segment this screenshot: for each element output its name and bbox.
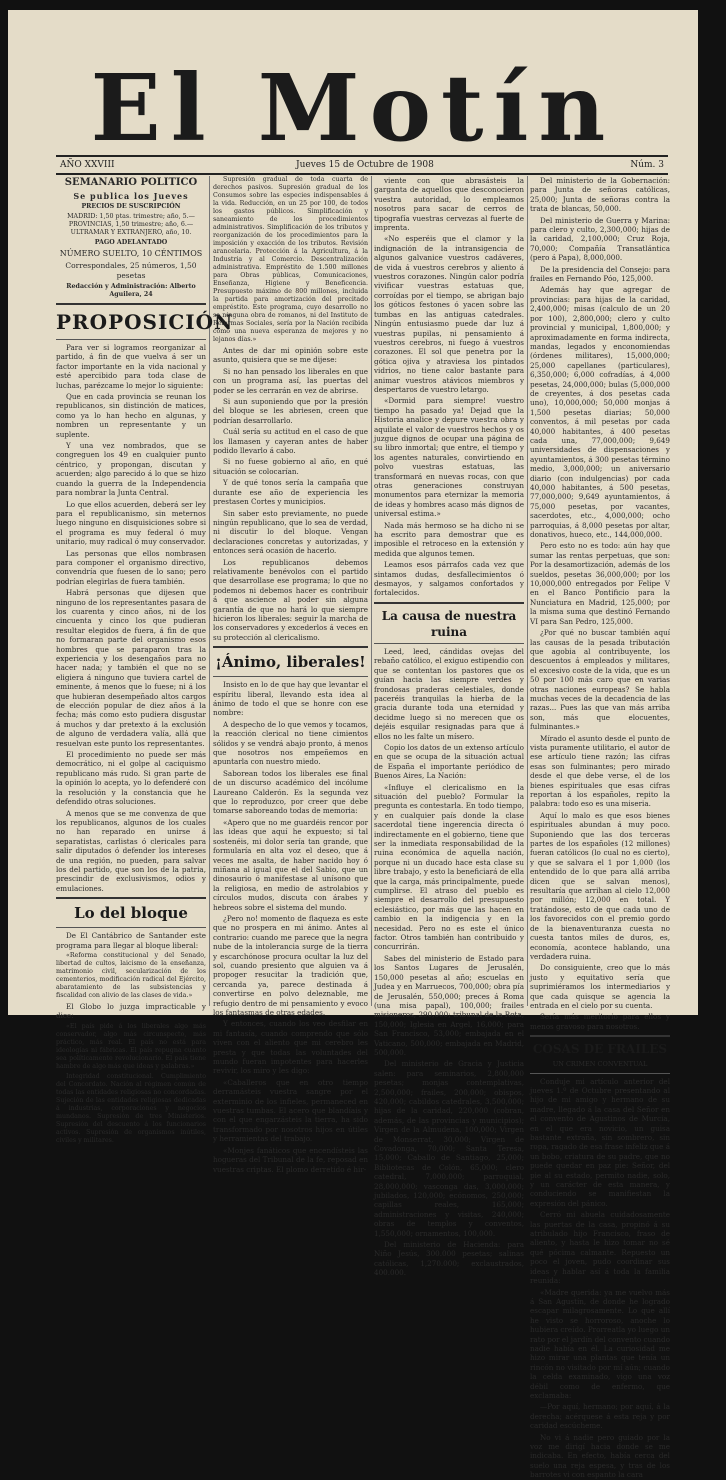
paragraph: El procedimiento no puede ser más democrático, ni el golpe al caciquismo republicano más rudo. Si gran parte de la opinión lo acepta, yo lo defenderé con la resolución y la constancia que he defendido otras soluciones.: [56, 750, 206, 807]
paragraph: Y una vez nombrados, que se congreguen los 49 en cualquier punto céntrico, y propongan, discutan y acuerden; algo parecido á lo que se hizo cuando la guerra de la Independencia para nombrar la Junta Central.: [56, 441, 206, 498]
paragraph: Habrá personas que dijesen que ninguno de los representantes pasara de los cuarenta y cinco años, ni de los cincuenta y cinco los que pudieran resultar elegidos de fuera, á fin de que no formaran parte del organismo esos hombres que se paraparon tras la experiencia y los desengaños para no hacer nada; y también el que no se eligiera á ninguno que tuviera cartel de eminente, á menos que lo fuese; ni á los que hubieran desempeñado altos cargos de elección popular de diez años á la fecha; más como esto pudiera disgustar á muchos y dar pretexto á la exclusión de alguno de verdadera valía, allá que resuelvan este punto los representantes.: [56, 588, 206, 748]
paragraph: Sin saber esto previamente, no puede ningún republicano, que lo sea de verdad, ni discutir lo del bloque. Vengan declaraciones concretas y autorizadas, y entonces será ocasión de hacerlo.: [213, 508, 368, 556]
issue-number: Núm. 3: [630, 160, 664, 170]
paragraph: Leamos esos párrafos cada vez que sintamos dudas, desfallecimientos ó desmayos, y salgamos confortados y fortalecidos.: [374, 560, 524, 598]
paragraph: El Globo lo juzga impracticable y dice:: [56, 1001, 206, 1021]
paragraph: ¿Por qué no buscar también aquí las causas de la pesada tributación que agobia al contribuyente, los descuentos á empleados y militares, el excesivo coste de la vida, que es un 50 por 100 más caro que en varias otras naciones europeas? Se habla muchas veces de la decadencia de las razas... Pues las que van más arriba son, más que elocuentes, fulminantes.»: [530, 628, 670, 732]
paragraph: Copio los datos de un extenso artículo en que se ocupa de la situación actual de España el importante periódico de Buenos Aires, La Nación:: [374, 742, 524, 781]
masthead-rule-top: [56, 155, 668, 157]
quote-paragraph: «El país pide á los liberales algo más conservador, algo más circunspecto, más práctico, más real. El país no está para ideologías ni fábricas. El país repugna cuanto sea políticamente revolucionario. El país tiene hambre de algo más que ideas y palabras.»: [56, 1022, 206, 1070]
article-heading-frailes: COSAS DE FRAILES: [532, 1042, 668, 1057]
paragraph: Cerró mi abuela cuidadosamente las puertas de la casa, propinó á su atribulado hijo Francisco, fraso de aliento, y hasta le hizo tomar no sé qué pócima calmante. Repuesto un poco el joven, pudo coordinar sus ideas y hablar así á toda la familia reunida:: [530, 1210, 670, 1286]
paragraph: De El Cantábrico de Santander este programa para llegar al bloque liberal:: [56, 931, 206, 950]
divider: [374, 643, 524, 644]
paragraph: Que en cada provincia se reunan los republicanos, sin distinción de matices, como ya lo han hecho en algunas, y nombren un representante y un suplente.: [56, 392, 206, 439]
paragraph: Para ver si logramos reorganizar al partido, á fin de que vuelva á ser un factor importante en la vida nacional y esté apercibido para toda clase de luchas, parézcame lo mejor lo siguiente:: [56, 343, 206, 390]
divider: [213, 676, 368, 677]
paragraph: «No esperéis que el clamor y la indignación de la intransigencia de algunos galvanice vuestros cadáveres, de vida á vuestros cerebros y aliento á vuestros corazones. Ningún calor podría vivificar vuestras estatuas que, corroídas por el tiempo, se abrigan bajo los góticos festones ó yacen sobre las tumbas en las antiguas catedrales. Ningún entusiasmo puede dar luz á vuestras pupilas, ni pensamiento á vuestros cerebros, ni fuego á vuestros corazones. El sol que penetra por la gótica ojiva y atraviesa los pintados vidrios, no tiene calor bastante para animar vuestros atávicos miembros y despertaros de vuestro letargo.: [374, 234, 524, 394]
paragraph: Y de qué tonos sería la campaña que durante ese año de experiencia les prestasen Cortes y municipios.: [213, 478, 368, 507]
paragraph: Cuál sería su actitud en el caso de que los llamasen y cayeran antes de haber podido llevarlo á cabo.: [213, 427, 368, 456]
column-divider: [209, 176, 210, 1006]
paragraph: «Caballeros que en otro tiempo derramásteis vuestra sangre por el exterminio de los infieles, permaneced en vuestras tumbas. El acero que blandíais y con el que engarzásteis la tierra, ha sido transformado por nosotros hijos en útiles y herramientas del trabajo.: [213, 1077, 368, 1144]
paragraph: Y entonces, cuando los veo desfilar en mi fantasía, cuando comprendo que sólo viven con el aliento que mi cerebro les presta y que todas las voluntades del mundo fueran impotentes para hacerles revivir, los miro y les digo:: [213, 1019, 368, 1076]
program-list: Supresión gradual de toda cuarta de derechos pasivos. Supresión gradual de los Consumos sobre las especies indispensables á la vida. Reducción, en un 25 por 100, de todos los gastos públicos. Simplificación y saneamiento de los procedimientos administrativos. Simplificación de los tributos y reorganización de los procedimientos para la imposición y exacción de los tributos. Revisión arancelaria. Protección á la Agricultura, á la Industria y al Comercio. Descentralización administrativa. Empréstito de 1.500 millones para Obras públicas, Comunicaciones, Enseñanza, Higiene y Beneficencia. Presupuesto máximo de 800 millones, incluida la partida para amortización del precitado empréstito. Este programa, cuyo desarrollo no se ninguna obra de romanos, ni del Instituto de Reformas Sociales, sería por la Nación recibida como una nueva esperanza de mejores y no lejanos días.»: [213, 176, 368, 343]
paragraph: Insisto en lo de que hay que levantar el espíritu liberal, llevando esta idea al ánimo de todo el que se honre con ese nombre:: [213, 680, 368, 718]
paragraph: De la presidencia del Consejo: para frailes en Fernando Póo, 125,000.: [530, 264, 670, 284]
paragraph: Sabes del ministerio de Estado para los Santos Lugares de Jerusalén, 150,000 pesetas al año; escuelas en Judea y en Marruecos, 700,000; obra pía de Jerusalén, 550,000; preces á Roma (una misa papal), 100,000; frailes misioneros, 290,000; tribunal de la Rota, 150,000; Iglesia en Argel, 16,000; para San Francisco, 53,000; embajada en el Vaticano, 500,000; embajada en Madrid, 500,000.: [374, 953, 524, 1057]
masthead-title: El Motín: [90, 54, 616, 162]
info-single-copy: NÚMERO SUELTO, 10 CÉNTIMOS: [59, 249, 203, 258]
paragraph: Los republicanos debemos relativamente benévolos con el partido que desarrollase ese programa; lo que no podemos ni debemos hacer es contribuir á que ascience al poder sin alguna garantía de que no hará lo que siempre hicieron los liberales: seguir la marcha de los conservadores y excederlos á veces en su protección al clericalismo.: [213, 557, 368, 642]
paragraph: Mírado el asunto desde el punto de vista puramente utilitario, el autor de ese artículo tiene razón; las cifras esas son fulminantes; pero mirado desde el que debe verse, el de los bienes espirituales que esas cifras reportan á los españoles, repito la palabra: todo eso es una miseria.: [530, 733, 670, 809]
paragraph: «Madre querida: ya me vuelvo más á San Agustín, de donde he logrado escapar milagrosamente. Lo que allí he visto se horroroso, anoche lo hubiera creído. Prorreatla yo luego un rato por el jardín del convento cuando nadie había en él. La curiosidad me hizo mirar una plantas que tenía un rincón no visitado por mí aún; cuando la celda examinado, vigo una voz débil como de enfermo, que exclamaba:: [530, 1287, 670, 1400]
article-heading-animo: ¡Ánimo, liberales!: [215, 653, 366, 672]
divider: [530, 1035, 670, 1037]
info-prices: MADRID: 1,50 ptas. trimestre; año, 5.—PROVINCIAS, 1,50 trimestre; año, 6.—ULTRAMAR Y EXTRANJERO, año, 10.: [67, 213, 195, 236]
divider: [530, 1073, 670, 1074]
info-kind: SEMANARIO POLITICO: [64, 177, 198, 188]
quote-paragraph: «Reforma constitucional y del Senado, libertad de cultos, laicismo de la enseñanza, matrimonio civil, secularización de los cementerios, modificación radical del Ejército, abaratamiento de las subsistencias y fiscalidad con alivio de las clases de vida.»: [56, 951, 206, 999]
info-prices-heading: PRECIOS DE SUSCRIPCIÓN: [81, 203, 181, 210]
paragraph: Del ministerio de Hacienda: para Niño Jesús, 300.000 pesetas; salinas católicas, 1,270.000; exclaustrados, 400.000.: [374, 1240, 524, 1278]
paragraph: Do consiguiente, creo que lo más justo y equitativo sería que suprimiéramos los intermediarios y que cada quisque se agencia la entrada en el cielo por su cuenta.: [530, 963, 670, 1010]
paragraph: Además hay que agregar de provincias: para hijas de la caridad, 2,400,000; misas (calculo de un 20 por 100), 2,800,000; clero y culto provincial y municipal, 1,800,000; y aproximadamente en forma indirecta, mandas, legados y enconomiendas (órdenes militares), 15,000,000; 25,000 capellanes (particulares), 6,350,000; 6,000 cofradías, á 4,000 pesetas, 24,000,000; bulas (5,000,000 de creyentes, á dos pesetas cada uno), 10,000,000; 50,000 monjas á 1,500 pesetas diarias; 50,000 conventos, á mil pesetas por cada 40,000 habitantes, á 400 pesetas cada una, 77,000,000; 9,649 universidades de dispensaciones y ayuntamientos, á 300 pesetas término medio, 3,000,000; un aniversario diario (con indulgencias) por cada 40,000 habitantes, á 500 pesetas, 77,000,000; 9,649 ayuntamientos, á 75,000 pesetas, por vacantes, sacerdotes, etc., 4,000,000; ocho parroquias, á 8,000 pesetas por altar, donativos, hueco, etc., 144,000,000.: [530, 285, 670, 540]
column-divider: [371, 176, 372, 1006]
paragraph: Lo que ellos acuerden, deberá ser ley para el republicanismo, sin meternos luego ninguno en disquisiciones sobre si el programa es muy federal ó muy unitario, muy radical ó muy conservador.: [56, 499, 206, 547]
info-address: Redacción y Administración: Alberto Aguilera, 24: [66, 283, 196, 298]
paragraph: Aquí lo malo es que esos bienes espirituales abundan á muy poco. Suponiendo que las dos terceras partes de los españoles (12 millones) fueran católicos (lo cual no es cierto), y que se salvara el 1 por 1,000 (los entendido de lo que para allá arriba dicen que se salvan menos), resultaría que arrihan al cielo 12,000 por millón; 12,000 en total. Y tratándose, esto de que cada uno de los favorecidos con el premio gordo de la bienaventuranza cuesta no cuesta tantos miles de duros, es, economía, acontece hablando, una verdadera ruina.: [530, 810, 670, 961]
divider: [374, 602, 524, 604]
article-heading-proposicion: PROPOSICIÓN: [56, 310, 234, 334]
divider: [213, 646, 368, 648]
paragraph: Del ministerio de Gracia y Justicia salen: para seminarios, 2,800,000 pesetas; monjas contemplativas, 2,500,000; frailes, 200,000; obispos, 420,000; cabildos catedrales, 3,500,000; hijas de la caridad, 220,000 (cobran, además, de las provincias y municipios); Virgen de la Almudena, 100,000; Virgen de Monserrat, 30,000; Virgen de Covadonga, 70,000; Santa Teresa, 15,000; Caballo de Santiago, 25,000; Bibliotecas de Colón, 65,000; clero catedral, 7,000,000; parroquial, 28,000,000; vasconga das, 3,000,000; jubilados, 120,000; ecónomos, 250,000; capillas reales, 165,000; administraciones y visitas, 240,000; obras de templos y conventos, 1,550,000; ornamentos, 100,000.: [374, 1059, 524, 1238]
paragraph: Conduje mi artículo anterior del jueves 1.º de Octubre presentando al hijo de mi amigo y hermano de su madre, llegado á la casa del Señor en el convento de Agustinos de Murcia, en el que era novicio, un guisa bastante extraña, sin sombrero, sin ropa, ragado de esa frase infeliz que á un bobo, criatura de su padre, que no puede quedar en paz pie: Señor, del pie al su estado, permito nadie, solo, y un carácter de esta manera, y conduciendo se manifiestan la expresión del pánico.: [530, 1076, 670, 1208]
column-2: [213, 176, 368, 1174]
paragraph: ¿Pero no! momento de flaqueza es este que no prospera en mi ánimo. Antes al contrario: cuando me parece que la negra nube de la intolerancia surge de la tierra y escarchónose procura ocultar la luz del sol, cuando presiento que alguien va á propoger resucitar la tradición que, cercanda ya, parece destinada á convertirse en polvo deleznable, me refugio dentro de mi pensamiento y evoco los fantasmas de otras edades.: [213, 913, 368, 1017]
paragraph: No vi á nadie pero guiado por la voz me dirigí hacia donde se me indicaba. En efecto, había cerca del suelo una reja espesa, y tras de los barrotes vi con espanto la cara: [530, 1432, 670, 1480]
info-payment: PAGO ADELANTADO: [94, 239, 168, 246]
divider: [56, 303, 206, 305]
column-divider: [527, 176, 528, 1006]
paragraph: Del ministerio de Guerra y Marina: para clero y culto, 2,300,000; hijas de la caridad, 2,100,000; Cruz Roja, 70,000; Compañía Transatlántica (pero á Papa), 8,000,000.: [530, 215, 670, 263]
divider: [56, 339, 206, 340]
column-4: [530, 176, 670, 1480]
paragraph: «Monjes fanáticos que encendísteis las hogueras del Tribunal de la fe, reposad en vuestras criptas. El plomo derretido é hir-: [213, 1145, 368, 1174]
paragraph: Pero esto no es todo: aún hay que sumar las rentas perpetuas, que son: Por la desamortización, además de los sueldos, pesetas 36,000,000; por los 10,000,000 entregados por Felipe V en el Banco Pontificio para la Nunciatura en Madrid, 125,000; por la misma suma que destinó Fernando VI para San Pedro, 125,000.: [530, 541, 670, 626]
masthead-rule-bottom: [56, 173, 668, 175]
paragraph: A despecho de lo que vemos y tocamos, la reacción clerical no tiene cimientos sólidos y se vendrá abajo pronto, á menos que nosotros nos empeñemos en apuntarla con nuestro miedo.: [213, 719, 368, 767]
paragraph: Del ministerio de la Gobernación: para Junta de señoras católicas, 25,000; Junta de señoras contra la trata de blancas, 50,000.: [530, 176, 670, 214]
article-heading-bloque: Lo del bloque: [74, 904, 188, 923]
newspaper-page: [8, 10, 698, 1480]
article-heading-causa: La causa de nuestra ruina: [381, 608, 517, 639]
paragraph: A menos que se me convenza de que los republicanos, algunos de los cuales no han reparado en unirse á separatistas, carlistas ó clericales para salir diputados ó defender los intereses de una región, no pueden, para salvar los del partido, que son los de la patria, prescindir de exclusivismos, odios y emulaciones.: [56, 808, 206, 893]
subscription-info-box: [56, 176, 206, 299]
column-1: [56, 176, 234, 1144]
info-correspondents: Correspondales, 25 números, 1,50 pesetas: [65, 261, 197, 280]
paragraph: Leed, leed, cándidas ovejas del rebaño católico, el exiguo estipendio con que se contentan los pastores que os guían hacia las siempre verdes y frondosas praderas celestiales, donde paceréis tranquilas la hierba de la gracia durante toda una eternidad y decidme luego si no merecen que os dejéis esquilar resignadas para que á ellos no les falte un mísero.: [374, 646, 524, 741]
paragraph: Antes de dar mi opinión sobre este asunto, quisiera que se me dijese:: [213, 346, 368, 365]
divider: [56, 897, 206, 899]
article-subheading: UN CRIMEN CONVENTUAL: [552, 1060, 648, 1069]
paragraph: «Dormid para siempre! vuestro tiempo ha pasado ya! Dejad que la Historia analice y depure vuestra obra y aquilate el valor de vuestros hechos y os juzgue dignos de ocupar una página de su libro inmortal; que entre, el tiempo y los agentes naturales, convirtiendo en polvo vuestras estatuas, las transformará en nuevas rocas, con que otras generaciones construyan monumentos para eternizar la memoria de ideas y hombres acaso más dignos de universal estima.»: [374, 396, 524, 519]
divider: [56, 927, 206, 928]
paragraph: Las personas que ellos nombrasen para componer el organismo directivo, convendría que fuesen de lo sano; pero podrían elegirlas de fuera también.: [56, 548, 206, 586]
info-frequency: Se publica los Jueves: [73, 191, 189, 201]
paragraph: Sería más meritorio para ellos y menos gravoso para nosotros.: [530, 1012, 670, 1031]
paragraph: Nada más hermoso se ha dicho ni se ha escrito para demostrar que es imposible el retroceso en la extensión y medida que algunos temen.: [374, 520, 524, 558]
paragraph: Saborean todos los liberales ese final de un discurso académico del incólume Laureano Calderón. Es la segunda vez que lo reproduzco, por creer que debe tomarse saboreando todas de memoria:: [213, 768, 368, 816]
issue-year: AÑO XXVIII: [60, 160, 115, 170]
quote-paragraph: Integridad constitucional. Cumplimiento del Concordato. Nación al régimen común de todas las entidades religiosas no concordadas. Sujeción de las entidades religiosas dedicadas á industrias, corporaciones y negocios mundanos. Supresión de tres Ministerios. Supresión del descuento á los funcionarios activos. Supresión de organismos inútiles, civiles y militares.: [56, 1072, 206, 1144]
paragraph: —Por aquí, hermano; por aquí, á la derecha; acérquese á esta reja y por caridad escúcheme.: [530, 1402, 670, 1431]
paragraph: viente con que abrasásteis la garganta de aquellos que desconocieron vuestra autoridad, lo empleamos nosotros para sacar de cerros de tipografía vuestras cervezas al fuerte de imprenta.: [374, 176, 524, 233]
paragraph: Si no han pensado los liberales en que con un programa así, las puertas del poder se les cerrarán en vez de abrirse.: [213, 366, 368, 395]
issue-date: Jueves 15 de Octubre de 1908: [296, 160, 434, 170]
paragraph: «Influye el clericalismo en la situación del pueblo? Formular la pregunta es contestarla. En todo tiempo, y en cualquier país donde la clase sacerdotal tiene ingerencia directa ó indirectamente en el gobierno, tiene que ser la inmediata responsabilidad de la ruina económica de aquella nación, porque ni un ducado hace esta clase su libre trabajo, y esto la beneficiará de ella que la carga, más principalmente, puede cumplirse. El atraso del pueblo es siempre el desarrollo del presupuesto eclesiástico, por más que las hacen en cambio en la indigencia y en la necesidad. Pero no es este el único factor. Otros también han contribuido y concurrirán.: [374, 782, 524, 952]
paragraph: Si aun suponiendo que por la presión del bloque se les abriesen, creen que podrían desarrollarlo.: [213, 397, 368, 425]
column-3: [374, 176, 524, 1278]
paragraph: Si no fuese gobierno al año, en qué situación se colocarían.: [213, 457, 368, 476]
paragraph: «Apero que no me guardéis rencor por las ideas que aquí he expuesto; si tal sostenéis, mi dolor sería tan grande, que formularía en alta voz el deseo, que á veces me asalta, de haber nacido hoy ó miñana al igual que el del Sabio, que un dinosaurio ó manifestase al unísono que la religiosa, en medio de astrolabios y círculos mudos, discuta con árabes y hebreos sobre el sistema del mundo.: [213, 817, 368, 912]
